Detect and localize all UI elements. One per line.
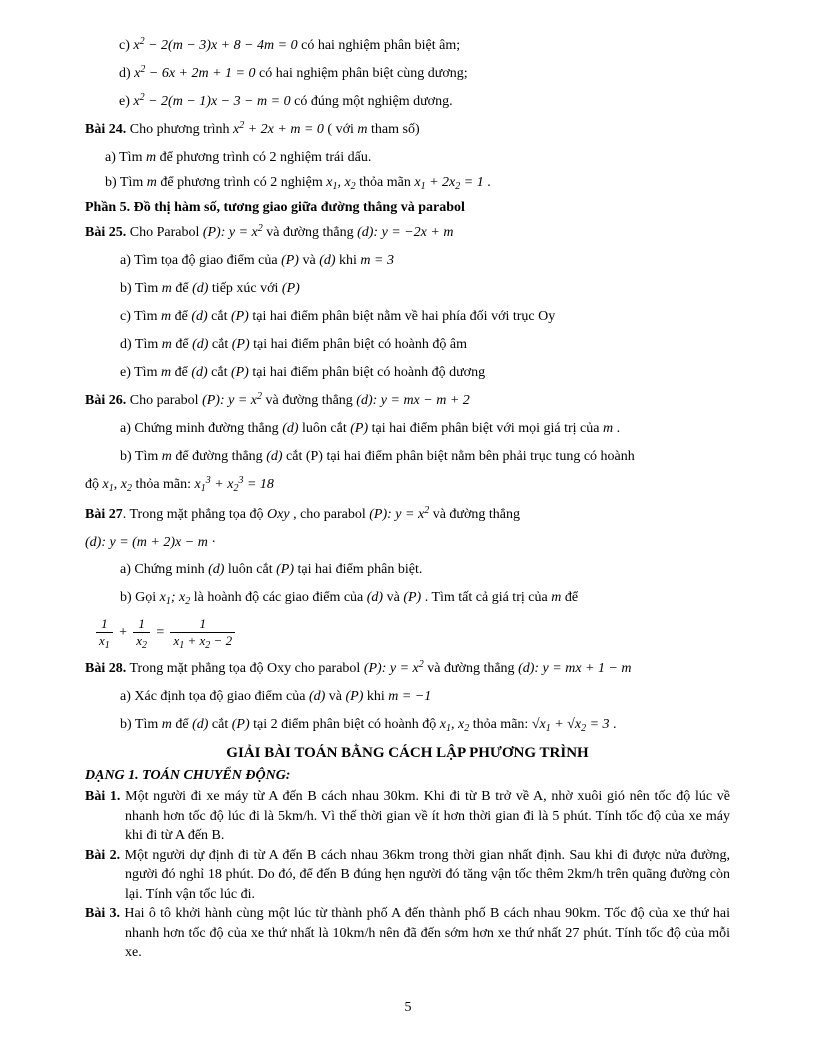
chapter-heading: GIẢI BÀI TOÁN BẰNG CÁCH LẬP PHƯƠNG TRÌNH xyxy=(226,745,589,761)
list-item: e) $x^2 - 2(m - 1)x - 3 - m = 0$ có đúng một nghiệm dương. xyxy=(119,92,453,109)
sub-item: e) Tìm m để (d) cắt (P) tại hai điểm phân biệt có hoành độ dương xyxy=(120,365,486,380)
problem-paragraph: Bài 2. Một người dự định đi từ A đến B cách nhau 36km trong thời gian nhất định. Sau khi đi được nửa đường, người đó nghỉ 18 phút. Do đó, để đến B đúng hẹn người đó tăng vận tốc thêm 2km/h trên quãng đường còn lại. Tính vận tốc lúc đi. xyxy=(85,847,730,902)
sub-item: a) Xác định tọa độ giao điểm của (d) và (P) khi m = −1 xyxy=(120,689,432,704)
sub-item: a) Tìm tọa độ giao điểm của (P) và (d) khi m = 3 xyxy=(120,253,394,268)
problem-paragraph: Bài 1. Một người đi xe máy từ A đến B cách nhau 30km. Khi đi từ B trở về A, nhờ xuôi gió nên tốc độ lúc về nhanh hơn tốc độ lúc đi là 5km/h. Vì thế thời gian về ít hơn thời gian đi là 5 phút. Tính tốc độ của xe máy khi đi từ A đến B. xyxy=(85,789,731,843)
math-fraction-line: $\frac{1}{x_1}$ + $\frac{1}{x_2}$ = $\frac{1}{x_1 + x_2 - 2}$ xyxy=(94,616,730,649)
sub-item: a) Tìm m để phương trình có 2 nghiệm trái dấu. xyxy=(105,150,372,165)
problem-paragraph: Bài 3. Hai ô tô khởi hành cùng một lúc từ thành phố A đến thành phố B cách nhau 90km. Tốc độ của xe thứ hai nhanh hơn tốc độ của xe thứ nhất là 10km/h nên đã đến sớm hơn xe thứ nhất 27 phút. Tính tốc độ của mỗi xe. xyxy=(85,906,730,960)
sub-item: b) Tìm m để phương trình có 2 nghiệm $x_1$, $x_2$ thỏa mãn $x_1 + 2x_2 = 1$ . xyxy=(105,175,491,192)
document-content xyxy=(85,36,730,963)
sub-item: b) Tìm m để (d) tiếp xúc với (P) xyxy=(120,281,300,296)
list-item: d) $x^2 - 6x + 2m + 1 = 0$ có hai nghiệm phân biệt cùng dương; xyxy=(119,64,468,81)
math-line: (d): y = (m + 2)x − m · xyxy=(85,535,216,550)
problem-heading: Bài 26. Cho parabol (P): $y = x^2$ và đường thẳng (d): y = mx − m + 2 xyxy=(85,391,470,408)
section-heading: Phần 5. Đồ thị hàm số, tương giao giữa đường thẳng và parabol xyxy=(85,200,465,215)
sub-item: c) Tìm m để (d) cắt (P) tại hai điểm phân biệt nằm về hai phía đối với trục Oy xyxy=(120,309,556,324)
sub-item: b) Tìm m để đường thẳng (d) cắt (P) tại hai điểm phân biệt nằm bên phải trục tung có hoành xyxy=(120,449,635,464)
list-item: c) $x^2 - 2(m - 3)x + 8 - 4m = 0$ có hai nghiệm phân biệt âm; xyxy=(119,36,461,53)
sub-item: a) Chứng minh đường thẳng (d) luôn cắt (P) tại hai điểm phân biệt với mọi giá trị của m . xyxy=(120,421,621,436)
problem-heading: Bài 25. Cho Parabol (P): $y = x^2$ và đường thẳng (d): y = −2x + m xyxy=(85,223,454,240)
sub-item: b) Gọi $x_1$; $x_2$ là hoành độ các giao điểm của (d) và (P) . Tìm tất cả giá trị của m để xyxy=(120,590,579,607)
type-heading: DẠNG 1. TOÁN CHUYỂN ĐỘNG: xyxy=(85,768,291,783)
sub-item: d) Tìm m để (d) cắt (P) tại hai điểm phân biệt có hoành độ âm xyxy=(120,337,467,352)
text-line: độ $x_1$, $x_2$ thỏa mãn: $x_1^3 + x_2^3 = 18$ xyxy=(85,475,274,494)
problem-heading: Bài 27. Trong mặt phẳng tọa độ Oxy , cho parabol (P): $y = x^2$ và đường thẳng xyxy=(85,505,520,522)
problem-heading: Bài 28. Trong mặt phẳng tọa độ Oxy cho parabol (P): $y = x^2$ và đường thẳng (d): y = mx + 1 − m xyxy=(85,659,632,676)
page-number: 5 xyxy=(404,1000,412,1015)
sub-item: b) Tìm m để (d) cắt (P) tại 2 điểm phân biệt có hoành độ $x_1$, $x_2$ thỏa mãn: $√x_1 + √x_2 = 3$ . xyxy=(120,717,617,734)
sub-item: a) Chứng minh (d) luôn cắt (P) tại hai điểm phân biệt. xyxy=(120,562,423,577)
problem-heading: Bài 24. Cho phương trình $x^2 + 2x + m = 0$ ( với m tham số) xyxy=(85,120,420,137)
